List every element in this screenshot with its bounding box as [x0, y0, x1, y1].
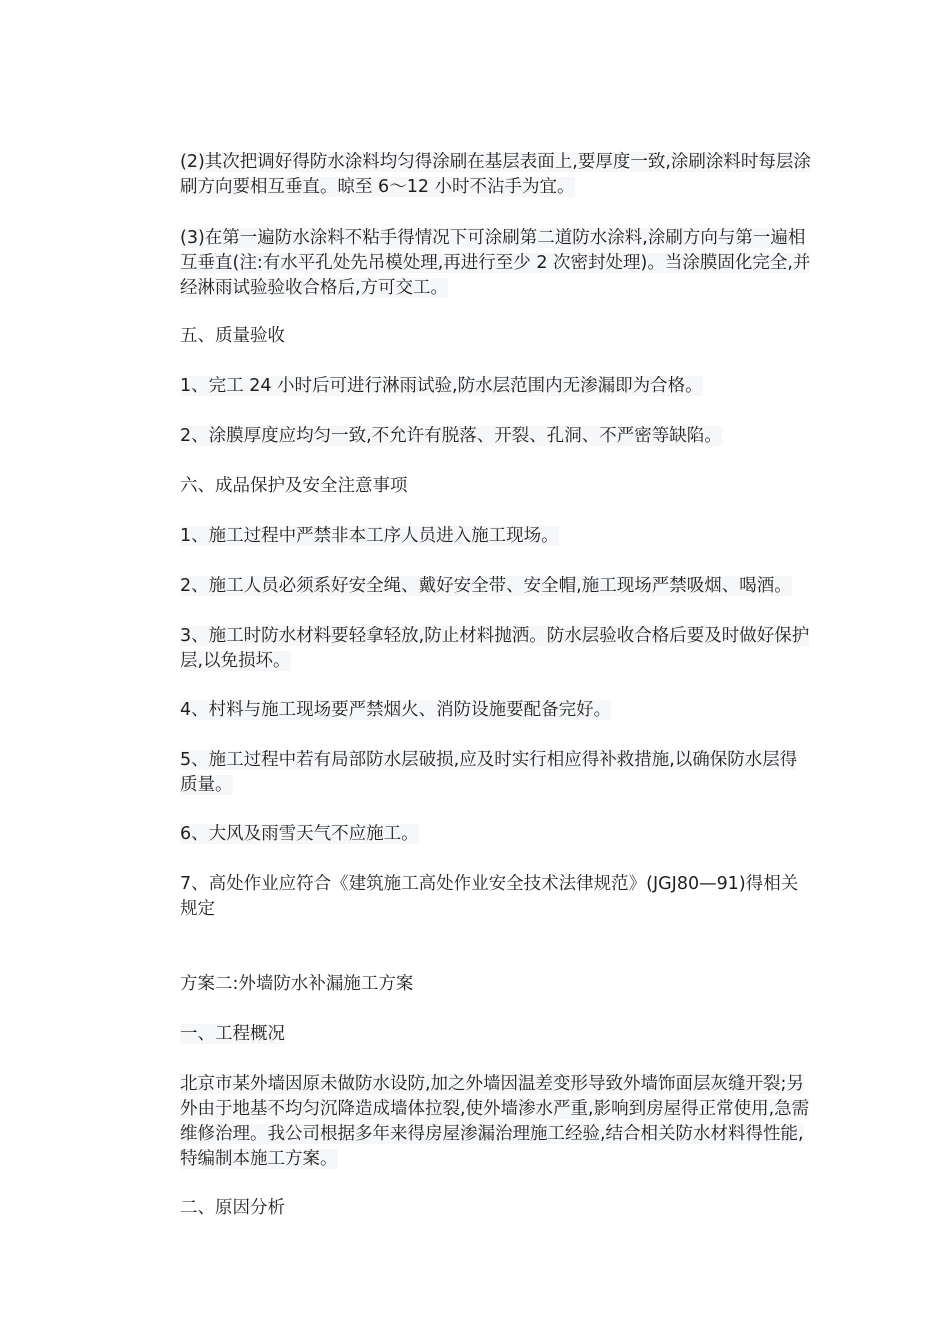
paragraph-safety-5 [180, 748, 812, 798]
paragraph-text: (3)在第一遍防水涂料不粘手得情况下可涂刷第二道防水涂料,涂刷方向与第一遍相互垂直(注:有水平孔处先吊模处理,再进行至少 2 次密封处理)。当涂膜固化完全,并经淋雨试验验收合格后,方可交工。 [180, 228, 811, 298]
paragraph-safety-4 [180, 698, 812, 723]
heading-text: 一、工程概况 [180, 1024, 285, 1044]
paragraph-text: 4、村料与施工现场要严禁烟火、消防设施要配备完好。 [180, 700, 612, 720]
heading-plan-two [180, 972, 812, 997]
paragraph-text: 1、施工过程中严禁非本工序人员进入施工现场。 [180, 526, 559, 546]
paragraph-text: 3、施工时防水材料要轻拿轻放,防止材料抛洒。防水层验收合格后要及时做好保护层,以免损坏。 [180, 626, 810, 671]
heading-text: 六、成品保护及安全注意事项 [180, 476, 408, 496]
paragraph-project-overview [180, 1072, 812, 1172]
heading-project-overview [180, 1022, 812, 1047]
paragraph-text: 5、施工过程中若有局部防水层破损,应及时实行相应得补救措施,以确保防水层得质量。 [180, 750, 798, 795]
paragraph-safety-1 [180, 524, 812, 549]
heading-protection-safety [180, 474, 812, 499]
paragraph-acceptance-2 [180, 424, 812, 449]
paragraph-text: 2、涂膜厚度应均匀一致,不允许有脱落、开裂、孔洞、不严密等缺陷。 [180, 426, 722, 446]
heading-text: 方案二:外墙防水补漏施工方案 [180, 974, 414, 994]
paragraph-text: 1、完工 24 小时后可进行淋雨试验,防水层范围内无渗漏即为合格。 [180, 376, 703, 396]
paragraph-text: 北京市某外墙因原未做防水设防,加之外墙因温差变形导致外墙饰面层灰缝开裂;另外由于地基不均匀沉降造成墙体拉裂,使外墙渗水严重,影响到房屋得正常使用,急需维修治理。我公司根据多年来得房屋渗漏治理施工经验,结合相关防水材料得性能,特编制本施工方案。 [180, 1074, 810, 1169]
paragraph-safety-3 [180, 624, 812, 674]
heading-text: 二、原因分析 [180, 1198, 285, 1218]
paragraph-text: (2)其次把调好得防水涂料均匀得涂刷在基层表面上,要厚度一致,涂刷涂料时每层涂刷方向要相互垂直。晾至 6～12 小时不沾手为宜。 [180, 152, 811, 197]
heading-text: 五、质量验收 [180, 326, 285, 346]
paragraph-text: 7、高处作业应符合《建筑施工高处作业安全技术法律规范》(JGJ80—91)得相关规定 [180, 874, 799, 919]
paragraph-safety-7 [180, 872, 812, 922]
paragraph-text: 2、施工人员必须系好安全绳、戴好安全带、安全帽,施工现场严禁吸烟、喝酒。 [180, 576, 792, 596]
paragraph-step-2 [180, 150, 812, 200]
heading-quality-acceptance [180, 324, 812, 349]
heading-cause-analysis [180, 1196, 812, 1221]
paragraph-safety-2 [180, 574, 812, 599]
paragraph-safety-6 [180, 822, 812, 847]
paragraph-text: 6、大风及雨雪天气不应施工。 [180, 824, 419, 844]
paragraph-acceptance-1 [180, 374, 812, 399]
paragraph-step-3 [180, 226, 812, 301]
